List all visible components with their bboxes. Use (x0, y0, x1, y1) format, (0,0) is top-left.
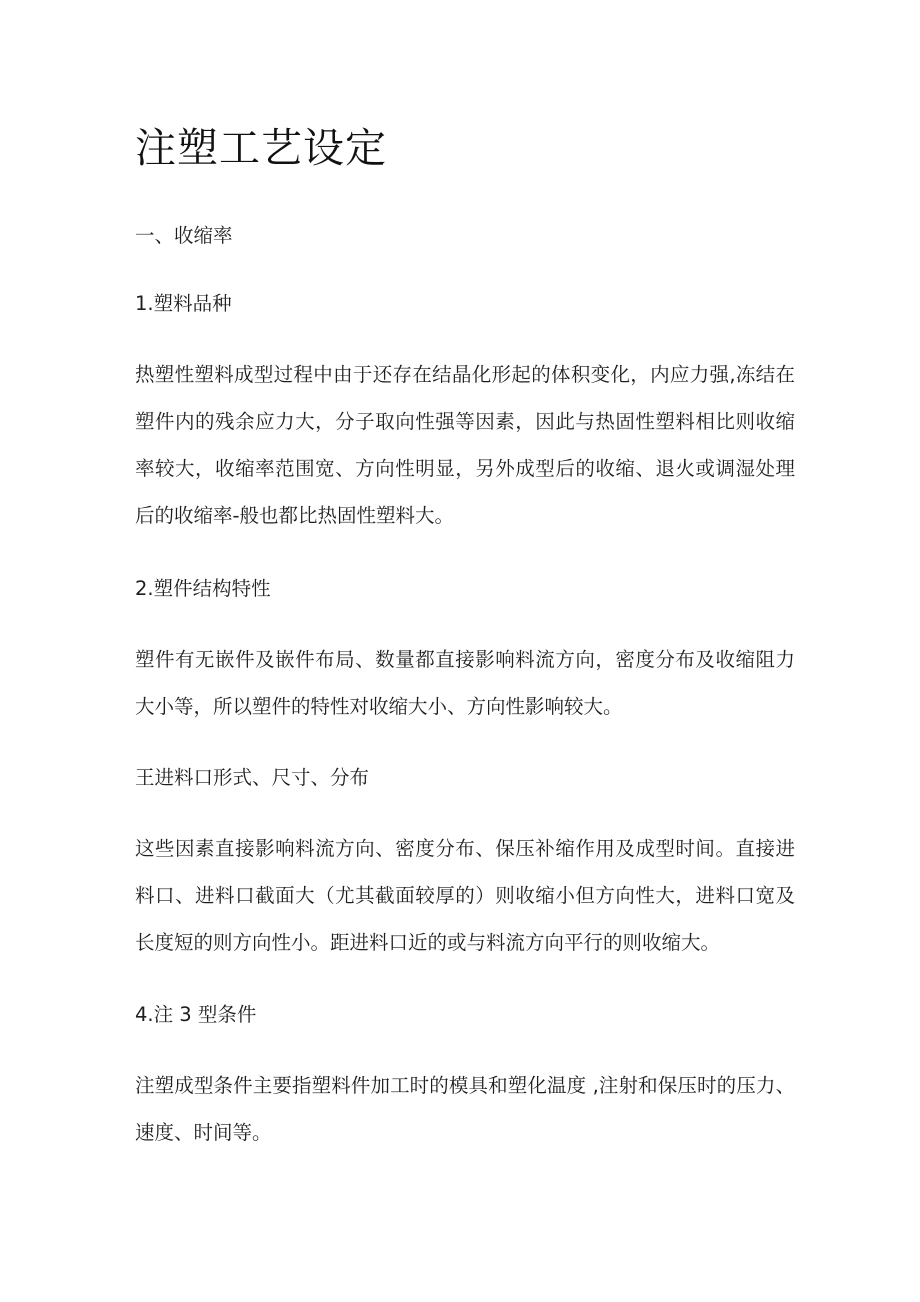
subheading-part-structure: 2.塑件结构特性 (135, 577, 271, 600)
subheading-plastic-type: 1.塑料品种 (135, 292, 232, 315)
paragraph-part-structure: 塑件有无嵌件及嵌件布局、数量都直接影响料流方向，密度分布及收缩阻力大小等，所以塑件的特性对收缩大小、方向性影响较大。 (135, 648, 795, 718)
page-title: 注塑工艺设定 (135, 124, 387, 172)
paragraph-molding-conditions: 注塑成型条件主要指塑料件加工时的模具和塑化温度 ,注射和保压时的压力、速度、时间等。 (135, 1074, 795, 1144)
subheading-molding-conditions: 4.注 3 型条件 (135, 1003, 257, 1026)
paragraph-plastic-type: 热塑性塑料成型过程中由于还存在结晶化形起的体积变化，内应力强,冻结在塑件内的残余应力大，分子取向性强等因素，因此与热固性塑料相比则收缩率较大，收缩率范围宽、方向性明显，另外成型后的收缩、退火或调湿处理后的收缩率-般也都比热固性塑料大。 (135, 363, 795, 527)
section-heading-shrinkage: 一、收缩率 (135, 224, 233, 247)
subheading-gate-form: 王进料口形式、尺寸、分布 (135, 766, 370, 789)
paragraph-gate-form: 这些因素直接影响料流方向、密度分布、保压补缩作用及成型时间。直接进料口、进料口截面大（尤其截面较厚的）则收缩小但方向性大，进料口宽及长度短的则方向性小。距进料口近的或与料流方向平行的则收缩大。 (135, 837, 795, 954)
